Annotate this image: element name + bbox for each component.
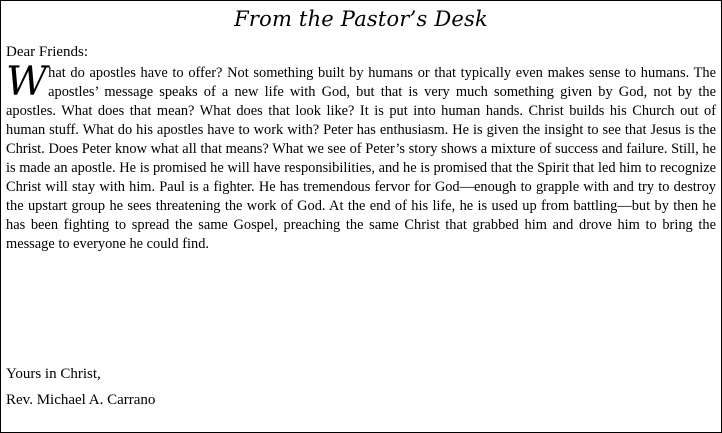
page-title: From the Pastor’s Desk (234, 7, 488, 31)
salutation: Dear Friends: (6, 44, 89, 60)
closing: Yours in Christ, (6, 366, 101, 382)
letter-body (6, 59, 716, 254)
signature: Rev. Michael A. Carrano (6, 392, 156, 408)
letter-text: hat do apostles have to offer? Not something built by humans or that typically even makes sense to humans. The apostles’ message speaks of a new life with God, but that is very much something given by God, not by the apostles. What does that mean? What does that look like? It is put into human hands. Christ builds his Church out of human stuff. What do his apostles have to work with? Peter has enthusiasm. He is given the insight to see that Jesus is the Christ. Does Peter know what all that means? What we see of Peter’s story shows a mixture of success and failure. Still, he is made an apostle. He is promised he will have responsibilities, and he is promised that the Spirit that led him to recognize Christ will stay with him. Paul is a fighter. He has tremendous fervor for God—enough to grapple with and try to destroy the upstart group he sees threatening the work of God. At the end of his life, he is used up from battling—but by then he has been fighting to spread the same Gospel, preaching the same Christ that grabbed him and drove him to bring the message to everyone he could find. (6, 65, 716, 252)
drop-cap: W (6, 59, 48, 105)
